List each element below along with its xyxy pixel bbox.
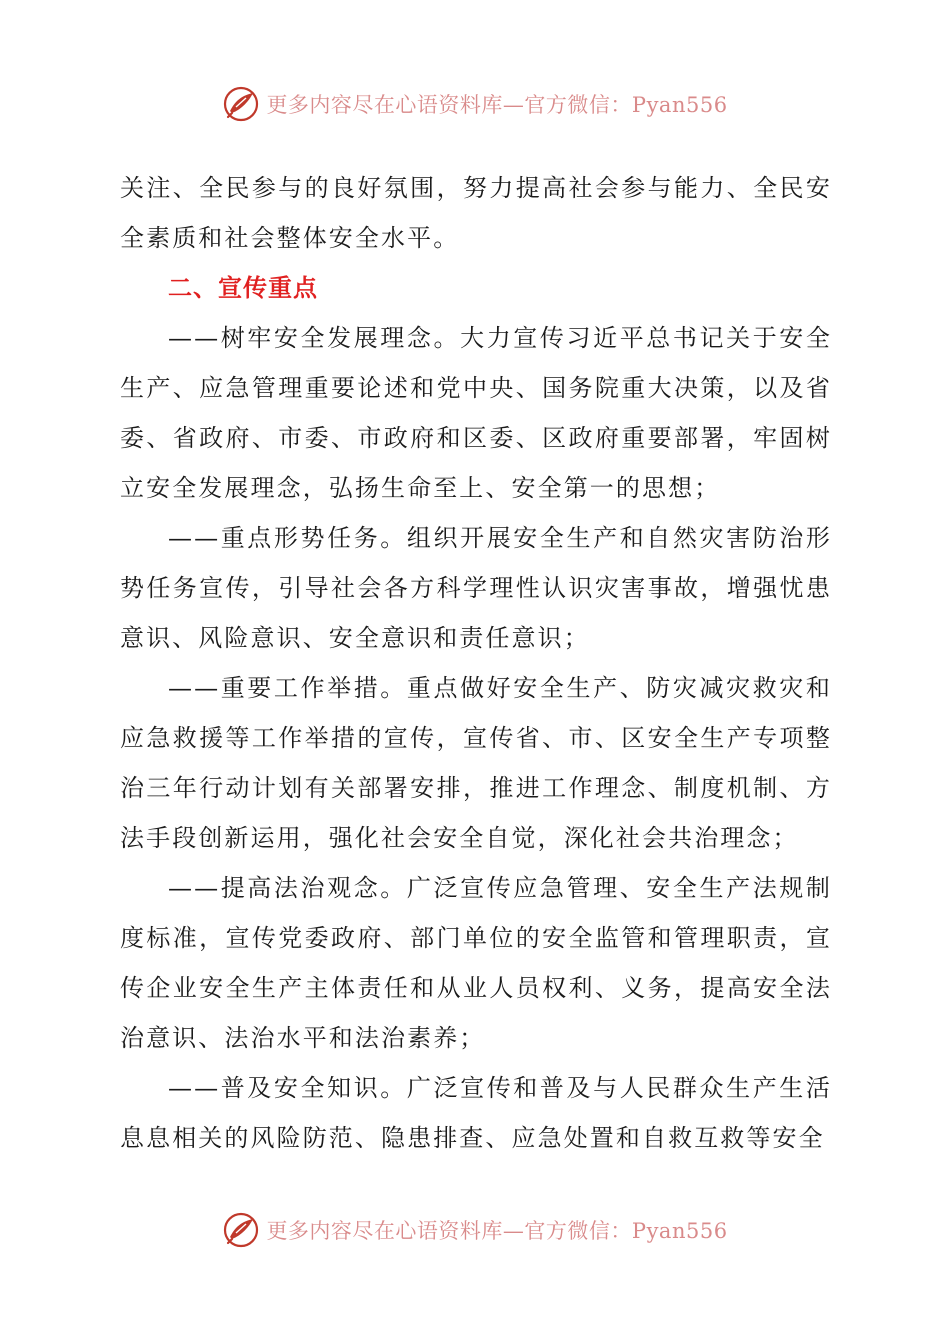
list-item: ——普及安全知识。广泛宣传和普及与人民群众生产生活息息相关的风险防范、隐患排查、应急处置和自救互救等安全	[120, 1074, 832, 1152]
pen-nib-logo-icon	[222, 85, 260, 123]
document-body	[120, 163, 832, 1163]
list-item: ——重点形势任务。组织开展安全生产和自然灾害防治形势任务宣传，引导社会各方科学理性认识灾害事故，增强忧患意识、风险意识、安全意识和责任意识；	[120, 524, 832, 652]
list-item: ——树牢安全发展理念。大力宣传习近平总书记关于安全生产、应急管理重要论述和党中央、国务院重大决策，以及省委、省政府、市委、市政府和区委、区政府重要部署，牢固树立安全发展理念，弘扬生命至上、安全第一的思想；	[120, 324, 832, 502]
footer-banner-text: 更多内容尽在心语资料库—官方微信：Pyan556	[266, 1219, 728, 1243]
continuation-paragraph: 关注、全民参与的良好氛围，努力提高社会参与能力、全民安全素质和社会整体安全水平。	[120, 174, 832, 252]
footer-banner	[0, 1208, 950, 1252]
header-banner-text: 更多内容尽在心语资料库—官方微信：Pyan556	[266, 93, 728, 117]
header-banner	[0, 82, 950, 126]
pen-nib-logo-icon	[222, 1211, 260, 1249]
list-item: ——重要工作举措。重点做好安全生产、防灾减灾救灾和应急救援等工作举措的宣传，宣传省、市、区安全生产专项整治三年行动计划有关部署安排，推进工作理念、制度机制、方法手段创新运用，强化社会安全自觉，深化社会共治理念；	[120, 674, 832, 852]
section-title: 二、宣传重点	[168, 274, 318, 302]
list-item: ——提高法治观念。广泛宣传应急管理、安全生产法规制度标准，宣传党委政府、部门单位的安全监管和管理职责，宣传企业安全生产主体责任和从业人员权利、义务，提高安全法治意识、法治水平和法治素养；	[120, 874, 832, 1052]
